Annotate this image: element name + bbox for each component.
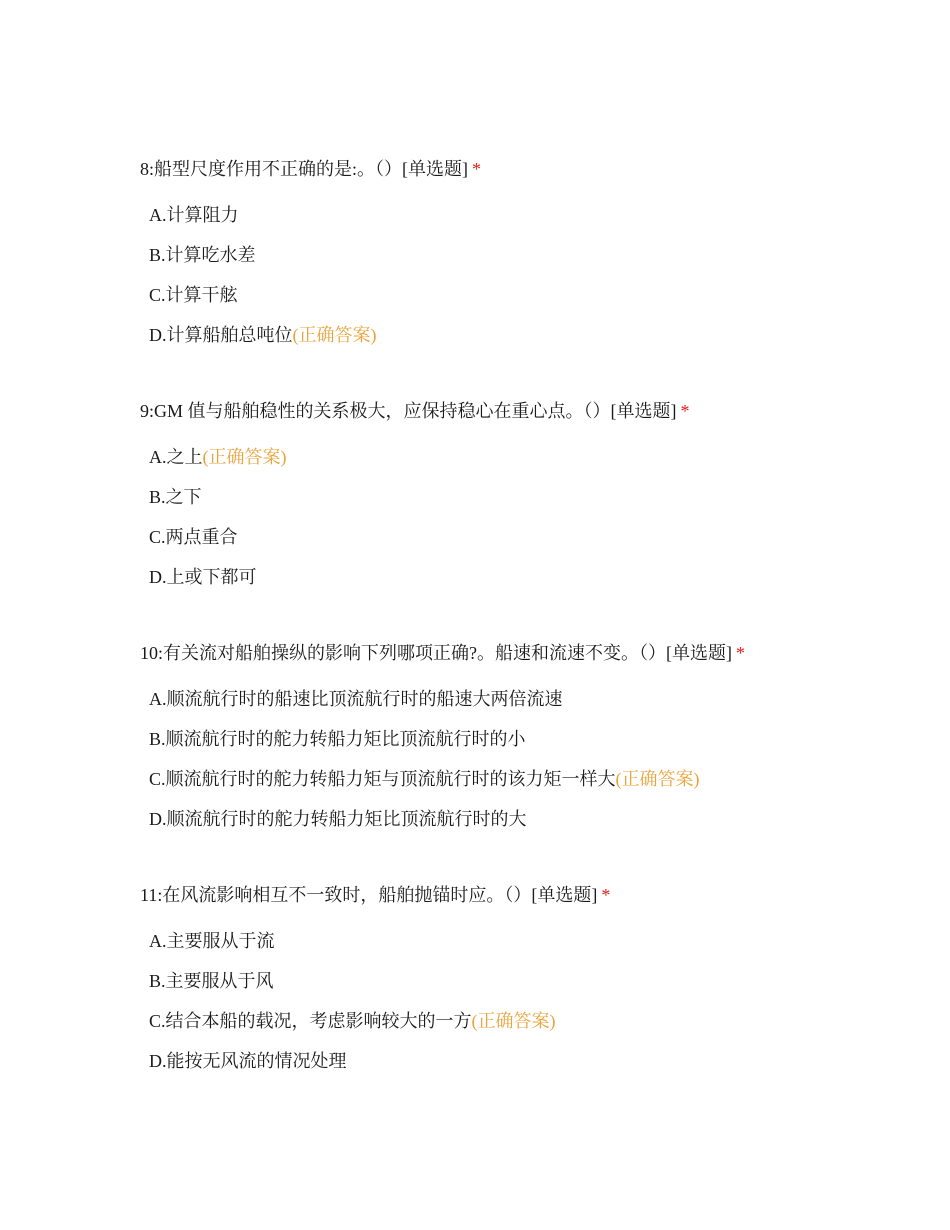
question-text: 8:船型尺度作用不正确的是:。（）[单选题] [140,159,468,179]
required-asterisk: * [472,159,481,179]
correct-answer-label: (正确答案) [615,769,700,789]
question-text: 11:在风流影响相互不一致时，船舶抛锚时应。（）[单选题] [140,885,598,905]
option-list [140,203,920,347]
option-d[interactable] [149,323,920,347]
option-list [140,687,920,831]
option-text: B.主要服从于风 [149,971,274,991]
option-text: C.计算干舷 [149,285,238,305]
option-text: B.之下 [149,487,202,507]
option-d[interactable] [149,565,920,589]
question-8 [140,157,920,363]
option-c[interactable] [149,525,920,549]
option-b[interactable] [149,969,920,993]
option-text: C.结合本船的载况，考虑影响较大的一方 [149,1011,472,1031]
option-text: A.之上 [149,447,203,467]
question-title [140,641,920,665]
option-b[interactable] [149,485,920,509]
option-list [140,929,920,1073]
option-b[interactable] [149,243,920,267]
question-text: 9:GM 值与船舶稳性的关系极大，应保持稳心在重心点。（）[单选题] [140,401,677,421]
question-text: 10:有关流对船舶操纵的影响下列哪项正确?。船速和流速不变。（）[单选题] [140,643,732,663]
option-c[interactable] [149,1009,920,1033]
question-title [140,157,920,181]
option-c[interactable] [149,767,920,791]
option-a[interactable] [149,929,920,953]
option-text: A.顺流航行时的船速比顶流航行时的船速大两倍流速 [149,689,563,709]
option-text: A.主要服从于流 [149,931,275,951]
correct-answer-label: (正确答案) [471,1011,556,1031]
question-9 [140,399,920,605]
option-d[interactable] [149,807,920,831]
option-d[interactable] [149,1049,920,1073]
option-text: D.上或下都可 [149,567,257,587]
question-11 [140,883,920,1089]
question-title [140,399,920,423]
option-a[interactable] [149,687,920,711]
required-asterisk: * [735,643,745,663]
option-a[interactable] [149,445,920,469]
correct-answer-label: (正确答案) [292,325,377,345]
option-text: C.两点重合 [149,527,238,547]
option-text: D.顺流航行时的舵力转船力矩比顶流航行时的大 [149,809,527,829]
option-c[interactable] [149,283,920,307]
question-title [140,883,920,907]
correct-answer-label: (正确答案) [202,447,287,467]
option-a[interactable] [149,203,920,227]
option-b[interactable] [149,727,920,751]
option-text: D.计算船舶总吨位 [149,325,293,345]
option-text: B.计算吃水差 [149,245,256,265]
option-text: A.计算阻力 [149,205,239,225]
required-asterisk: * [680,401,690,421]
option-text: D.能按无风流的情况处理 [149,1051,347,1071]
option-text: B.顺流航行时的舵力转船力矩比顶流航行时的小 [149,729,526,749]
option-list [140,445,920,589]
required-asterisk: * [601,885,611,905]
option-text: C.顺流航行时的舵力转船力矩与顶流航行时的该力矩一样大 [149,769,616,789]
question-10 [140,641,920,847]
